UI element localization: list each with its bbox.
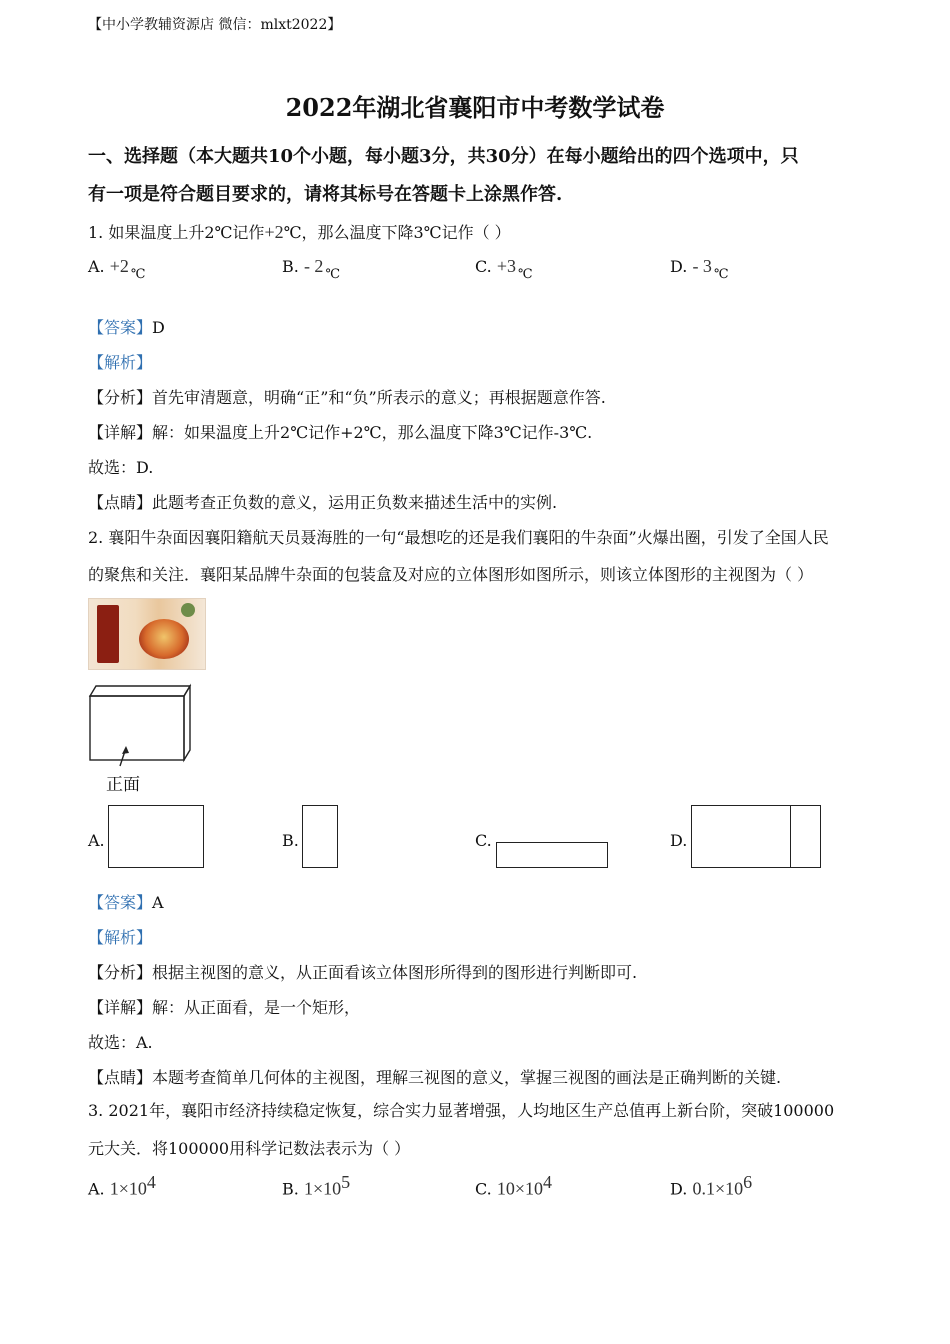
q2-guxuan: 故选：A. <box>88 1033 153 1052</box>
q1-option-b[interactable]: B. - 2 $_℃$ <box>282 256 340 282</box>
q3-stem-line2: 元大关．将100000用科学记数法表示为（ ） <box>88 1139 411 1158</box>
q2-option-d-label[interactable]: D. <box>670 831 688 850</box>
package-title-block <box>97 605 119 663</box>
q1-stem: 1. 如果温度上升2℃记作+2℃，那么温度下降3℃记作（ ） <box>88 222 511 242</box>
q1-analysis-tag: 【解析】 <box>88 353 153 372</box>
q2-option-a-figure[interactable] <box>108 805 204 868</box>
q1-option-a[interactable]: A. +2 $_℃$ <box>88 256 146 282</box>
q1-answer: 【答案】D <box>88 318 165 337</box>
section-heading-line2: 有一项是符合题目要求的，请将其标号在答题卡上涂黑作答. <box>88 184 563 205</box>
q3-option-a[interactable]: A. $1\times 10^4$ <box>88 1172 156 1199</box>
exam-title: 2022年湖北省襄阳市中考数学试卷 <box>285 93 665 122</box>
q2-option-c-figure[interactable] <box>496 842 608 868</box>
brand-badge <box>181 603 195 617</box>
q2-option-d-figure[interactable] <box>691 805 821 868</box>
q2-fenxi: 【分析】根据主视图的意义，从正面看该立体图形所得到的图形进行判断即可. <box>88 963 638 982</box>
q2-stem-line2: 的聚焦和关注．襄阳某品牌牛杂面的包装盒及对应的立体图形如图所示，则该立体图形的主视图为（ ） <box>88 565 814 584</box>
cuboid-figure <box>80 680 210 795</box>
q2-xiangjie: 【详解】解：从正面看，是一个矩形， <box>88 998 361 1017</box>
q3-option-d[interactable]: D. $0.1\times 10^6$ <box>670 1172 753 1199</box>
noodle-bowl-image <box>139 619 189 659</box>
q3-option-c[interactable]: C. $10\times 10^4$ <box>475 1172 553 1199</box>
q3-stem-line1: 3. 2021年，襄阳市经济持续稳定恢复，综合实力显著增强，人均地区生产总值再上新台阶，突破100000 <box>88 1101 835 1120</box>
q2-analysis-tag: 【解析】 <box>88 928 153 947</box>
q3-option-b[interactable]: B. $1\times 10^5$ <box>282 1172 351 1199</box>
q2-answer: 【答案】A <box>88 893 164 912</box>
q2-option-b-figure[interactable] <box>302 805 338 868</box>
noodle-package-photo <box>88 598 206 670</box>
q2-option-b-label[interactable]: B. <box>282 831 299 850</box>
q1-option-d[interactable]: D. - 3 $_℃$ <box>670 256 729 282</box>
q1-stem-math: +2 <box>264 222 284 242</box>
q2-stem-line1: 2. 襄阳牛杂面因襄阳籍航天员聂海胜的一句“最想吃的还是我们襄阳的牛杂面”火爆出圈，引发了全国人民 <box>88 528 829 547</box>
q1-guxuan: 故选：D. <box>88 458 154 477</box>
q1-xiangjie: 【详解】解：如果温度上升2℃记作+2℃，那么温度下降3℃记作-3℃. <box>88 423 593 442</box>
q1-fenxi: 【分析】首先审清题意，明确“正”和“负”所表示的意义；再根据题意作答. <box>88 388 606 407</box>
source-note: 【中小学教辅资源店 微信：mlxt2022】 <box>88 17 342 33</box>
front-face-label: 正面 <box>106 775 140 795</box>
q1-dianjing: 【点睛】此题考查正负数的意义，运用正负数来描述生活中的实例. <box>88 493 558 512</box>
q2-option-c-label[interactable]: C. <box>475 831 492 850</box>
section-heading-line1: 一、选择题（本大题共10个小题，每小题3分，共30分）在每小题给出的四个选项中，只 <box>88 146 799 167</box>
q1-option-c[interactable]: C. +3 $_℃$ <box>475 256 533 282</box>
q2-option-a-label[interactable]: A. <box>88 831 105 850</box>
q2-dianjing: 【点睛】本题考查简单几何体的主视图，理解三视图的意义，掌握三视图的画法是正确判断的关键. <box>88 1068 782 1087</box>
q2-option-d-divider <box>790 806 791 867</box>
